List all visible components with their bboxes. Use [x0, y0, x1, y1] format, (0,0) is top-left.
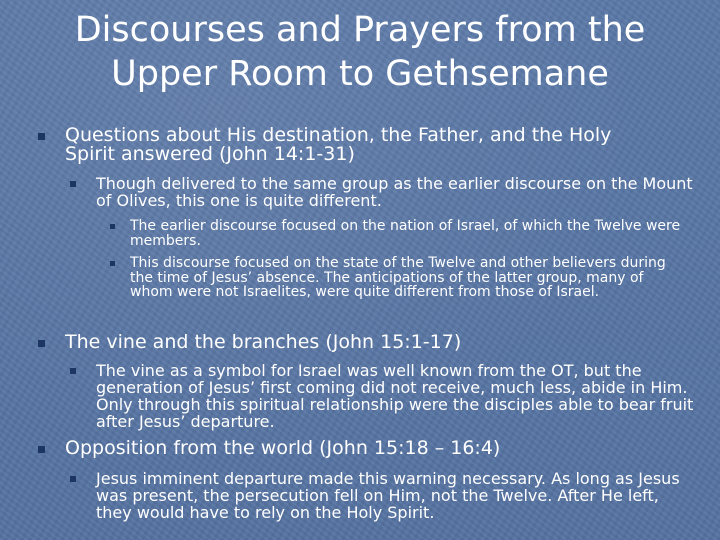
- bullet-level3: [0, 219, 690, 248]
- slide-title: Discourses and Prayers from the Upper Room to Gethsemane: [74, 10, 646, 94]
- bullet-text: The vine as a symbol for Israel was well known from the OT, but the generation of Jesus’ first coming did not receive, much less, abide in Him. Only through this spiritual relationship were the disciples able to bear fruit after Jesus’ departure.: [96, 361, 694, 431]
- bullet-text: Opposition from the world (John 15:18 – 16:4): [65, 437, 501, 459]
- bullet-text: Jesus imminent departure made this warning necessary. As long as Jesus was present, the persecution fell on Him, not the Twelve. After He left, they would have to rely on the Holy Spirit.: [96, 469, 680, 522]
- square-bullet-icon: [70, 368, 76, 374]
- bullet-level2: [0, 362, 696, 430]
- bullet-level3: [0, 256, 690, 300]
- bullet-text: The vine and the branches (John 15:1-17): [65, 331, 462, 353]
- bullet-text: This discourse focused on the state of the Twelve and other believers during the time of Jesus’ absence. The anticipations of the latter group, many of whom were not Israelites, were quite different from those of Israel.: [130, 255, 666, 300]
- square-bullet-icon: [38, 446, 45, 453]
- square-bullet-icon: [70, 181, 76, 187]
- bullet-level1: [0, 333, 665, 352]
- bullet-text: Though delivered to the same group as the earlier discourse on the Mount of Olives, this one is quite different.: [96, 174, 693, 210]
- bullet-text: The earlier discourse focused on the nation of Israel, of which the Twelve were members.: [130, 218, 681, 249]
- bullet-level1: [0, 126, 650, 164]
- bullet-level1: [0, 439, 665, 458]
- square-bullet-icon: [110, 224, 115, 229]
- square-bullet-icon: [38, 133, 45, 140]
- bullet-level2: [0, 175, 696, 209]
- square-bullet-icon: [38, 340, 45, 347]
- square-bullet-icon: [110, 261, 115, 266]
- bullet-text: Questions about His destination, the Father, and the Holy Spirit answered (John 14:1-31): [65, 124, 612, 165]
- bullet-level2: [0, 470, 681, 521]
- square-bullet-icon: [70, 476, 76, 482]
